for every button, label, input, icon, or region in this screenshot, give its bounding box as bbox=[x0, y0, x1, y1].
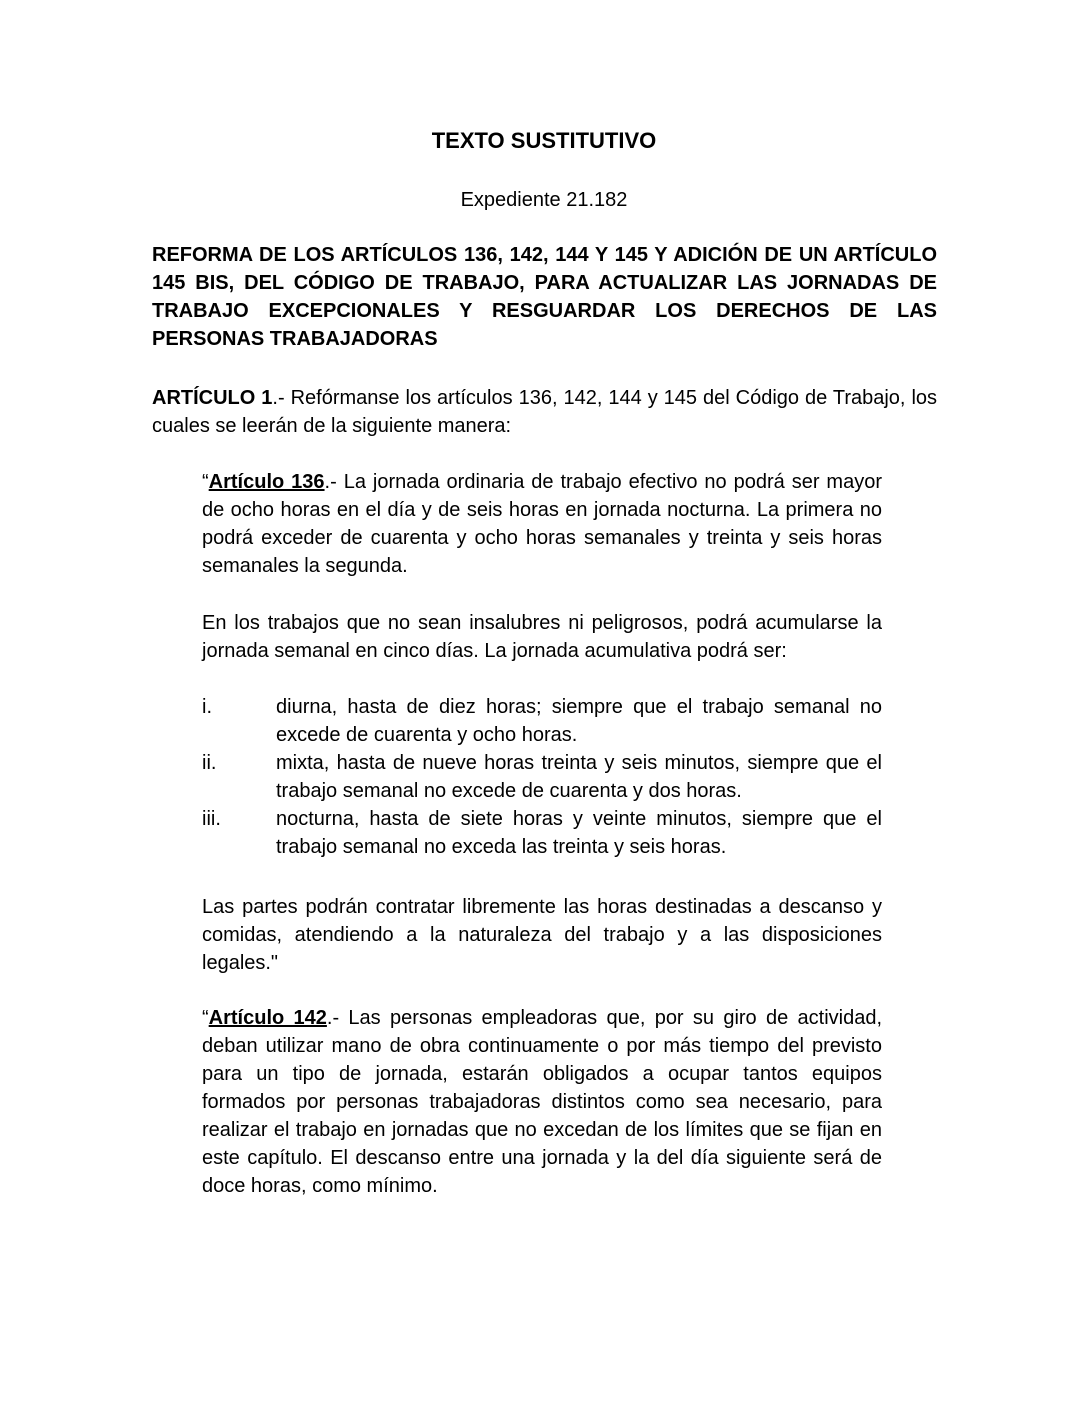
list-item bbox=[202, 693, 882, 749]
expediente-number: Expediente 21.182 bbox=[460, 189, 628, 211]
article-136-text: .- La jornada ordinaria de trabajo efectivo no podrá ser mayor de ocho horas en el día y de seis horas en jornada nocturna. La primera no podrá exceder de cuarenta y ocho horas semanales y treinta y seis horas semanales la segunda. bbox=[202, 471, 882, 577]
article-1-paragraph bbox=[152, 384, 937, 440]
article-142-text: .- Las personas empleadoras que, por su giro de actividad, deban utilizar mano de obra continuamente o por más tiempo del previsto para un tipo de jornada, estarán obligados a ocupar tantos equipos formados por personas trabajadoras distintos como sea necesario, para realizar el trabajo en jornadas que no excedan de los límites que se fijan en este capítulo. El descanso entre una jornada y la del día siguiente será de doce horas, como mínimo. bbox=[202, 1007, 883, 1197]
bill-title: REFORMA DE LOS ARTÍCULOS 136, 142, 144 Y 145 Y ADICIÓN DE UN ARTÍCULO 145 BIS, DEL CÓDIGO DE TRABAJO, PARA ACTUALIZAR LAS JORNADAS DE TRABAJO EXCEPCIONALES Y RESGUARDAR LOS DERECHOS DE LAS PERSONAS TRABAJADORAS bbox=[152, 244, 937, 350]
list-item bbox=[202, 749, 882, 805]
list-item-text: mixta, hasta de nueve horas treinta y seis minutos, siempre que el trabajo semanal no excede de cuarenta y dos horas. bbox=[276, 752, 882, 802]
article-136-acumulativa-paragraph: En los trabajos que no sean insalubres ni peligrosos, podrá acumularse la jornada semanal en cinco días. La jornada acumulativa podrá ser: bbox=[202, 612, 882, 662]
article-142-label: Artículo 142 bbox=[208, 1007, 327, 1029]
list-item-text: diurna, hasta de diez horas; siempre que el trabajo semanal no excede de cuarenta y ocho horas. bbox=[276, 696, 882, 746]
article-1-text: .- Refórmanse los artículos 136, 142, 144 y 145 del Código de Trabajo, los cuales se leerán de la siguiente manera: bbox=[152, 387, 938, 437]
article-136-label: Artículo 136 bbox=[208, 471, 325, 493]
list-item-text: nocturna, hasta de siete horas y veinte minutos, siempre que el trabajo semanal no exceda las treinta y seis horas. bbox=[276, 808, 882, 858]
jornada-acumulativa-list bbox=[202, 693, 882, 861]
list-item-number: ii. bbox=[202, 752, 217, 774]
article-142-paragraph bbox=[202, 1004, 882, 1200]
list-item-number: i. bbox=[202, 696, 212, 718]
article-1-label: ARTÍCULO 1 bbox=[152, 387, 273, 409]
article-142-open-quote: “ bbox=[202, 1007, 209, 1029]
list-item bbox=[202, 805, 882, 861]
list-item-number: iii. bbox=[202, 808, 221, 830]
article-136-partes-paragraph: Las partes podrán contratar libremente las horas destinadas a descanso y comidas, atendiendo a la naturaleza del trabajo y a las disposiciones legales." bbox=[202, 896, 882, 974]
document-title: TEXTO SUSTITUTIVO bbox=[431, 128, 657, 153]
article-136-open-quote: “ bbox=[202, 471, 209, 493]
article-136-paragraph bbox=[202, 468, 882, 580]
